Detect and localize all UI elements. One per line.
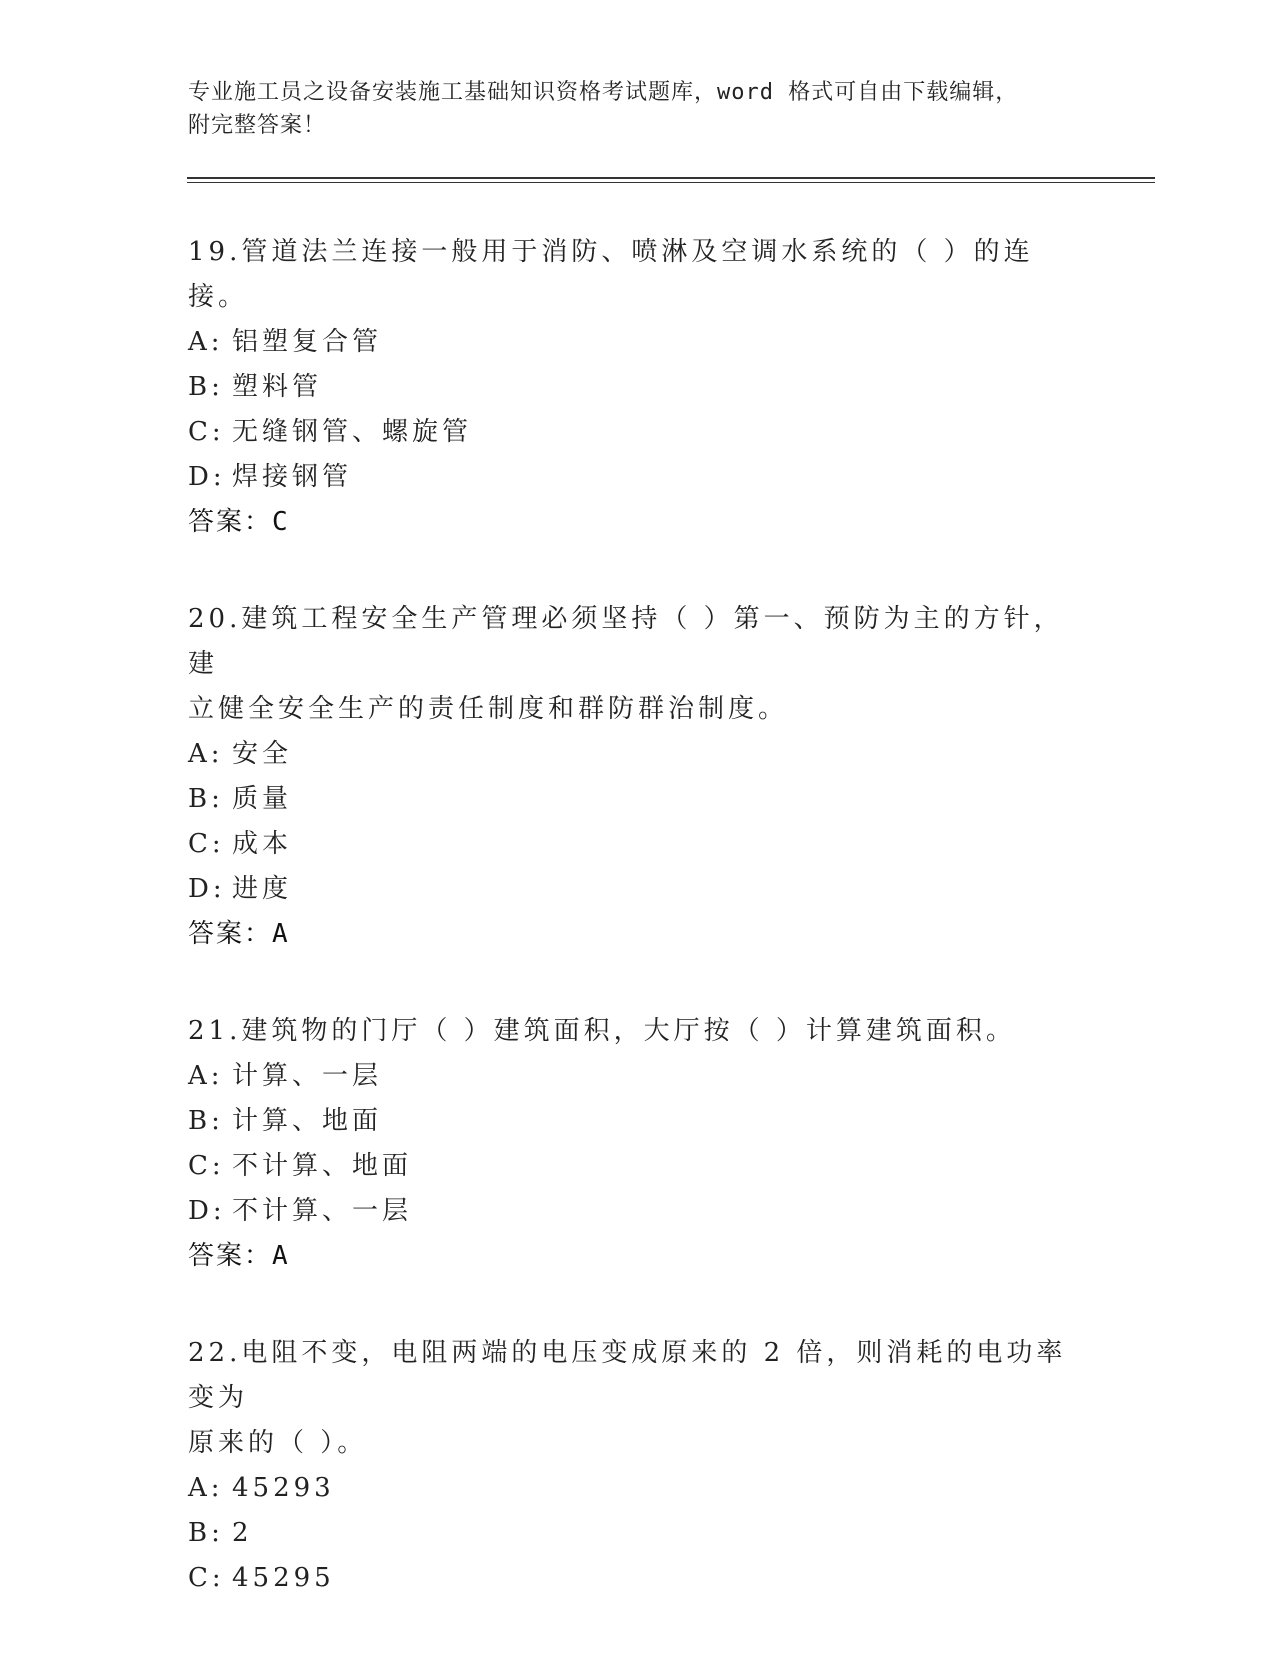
option-a bbox=[188, 1466, 1088, 1511]
answer-line: 答案：A bbox=[188, 919, 290, 949]
option-key: C: bbox=[188, 829, 225, 859]
option-b bbox=[188, 365, 1088, 410]
option-key: B: bbox=[188, 1518, 224, 1548]
option-a bbox=[188, 732, 1088, 777]
option-key: C: bbox=[188, 1151, 225, 1181]
option-text: 45293 bbox=[232, 1473, 335, 1503]
question-stem-continued: 立健全安全生产的责任制度和群防群治制度。 bbox=[188, 694, 789, 724]
option-text: 塑料管 bbox=[232, 372, 323, 402]
option-key: C: bbox=[188, 417, 225, 447]
option-key: B: bbox=[188, 784, 224, 814]
option-text: 不计算、一层 bbox=[232, 1196, 413, 1226]
option-a bbox=[188, 1054, 1088, 1099]
option-text: 不计算、地面 bbox=[232, 1151, 413, 1181]
answer-line: 答案：A bbox=[188, 1241, 290, 1271]
option-key: D: bbox=[188, 874, 226, 904]
option-text: 铝塑复合管 bbox=[232, 327, 383, 357]
document-header bbox=[188, 76, 1088, 142]
option-key: B: bbox=[188, 372, 224, 402]
option-key: D: bbox=[188, 1196, 226, 1226]
option-key: A: bbox=[188, 1061, 224, 1091]
option-text: 成本 bbox=[232, 829, 293, 859]
question-19 bbox=[188, 230, 1088, 545]
question-21 bbox=[188, 1009, 1088, 1279]
option-b bbox=[188, 777, 1088, 822]
option-key: A: bbox=[188, 1473, 224, 1503]
option-d bbox=[188, 1189, 1088, 1234]
question-22 bbox=[188, 1331, 1088, 1601]
answer-line: 答案：C bbox=[188, 507, 290, 537]
option-key: D: bbox=[188, 462, 226, 492]
option-text: 2 bbox=[232, 1518, 253, 1548]
option-text: 安全 bbox=[232, 739, 293, 769]
option-d bbox=[188, 867, 1088, 912]
option-b bbox=[188, 1099, 1088, 1144]
option-c bbox=[188, 822, 1088, 867]
option-text: 计算、地面 bbox=[232, 1106, 383, 1136]
option-key: A: bbox=[188, 739, 224, 769]
option-key: B: bbox=[188, 1106, 224, 1136]
header-line-1: 专业施工员之设备安装施工基础知识资格考试题库，word 格式可自由下载编辑， bbox=[188, 80, 1019, 105]
option-b bbox=[188, 1511, 1088, 1556]
option-c bbox=[188, 1144, 1088, 1189]
question-stem: 22.电阻不变，电阻两端的电压变成原来的 2 倍，则消耗的电功率变为 bbox=[188, 1338, 1067, 1413]
header-line-2: 附完整答案！ bbox=[188, 113, 327, 138]
option-d bbox=[188, 455, 1088, 500]
question-stem-continued: 原来的（ ）。 bbox=[188, 1428, 368, 1458]
option-c bbox=[188, 410, 1088, 455]
option-text: 焊接钢管 bbox=[232, 462, 353, 492]
option-c bbox=[188, 1556, 1088, 1601]
question-20 bbox=[188, 597, 1088, 957]
option-key: A: bbox=[188, 327, 224, 357]
option-text: 45295 bbox=[232, 1563, 335, 1593]
option-a bbox=[188, 320, 1088, 365]
option-text: 进度 bbox=[232, 874, 293, 904]
option-key: C: bbox=[188, 1563, 225, 1593]
question-stem: 21.建筑物的门厅（ ）建筑面积，大厅按（ ）计算建筑面积。 bbox=[188, 1016, 1016, 1046]
option-text: 无缝钢管、螺旋管 bbox=[232, 417, 473, 447]
header-divider bbox=[187, 177, 1155, 183]
question-list bbox=[188, 230, 1088, 1653]
question-stem: 19.管道法兰连接一般用于消防、喷淋及空调水系统的（ ）的连接。 bbox=[188, 237, 1034, 312]
question-stem: 20.建筑工程安全生产管理必须坚持（ ）第一、预防为主的方针，建 bbox=[188, 604, 1064, 679]
option-text: 质量 bbox=[232, 784, 293, 814]
option-text: 计算、一层 bbox=[232, 1061, 383, 1091]
